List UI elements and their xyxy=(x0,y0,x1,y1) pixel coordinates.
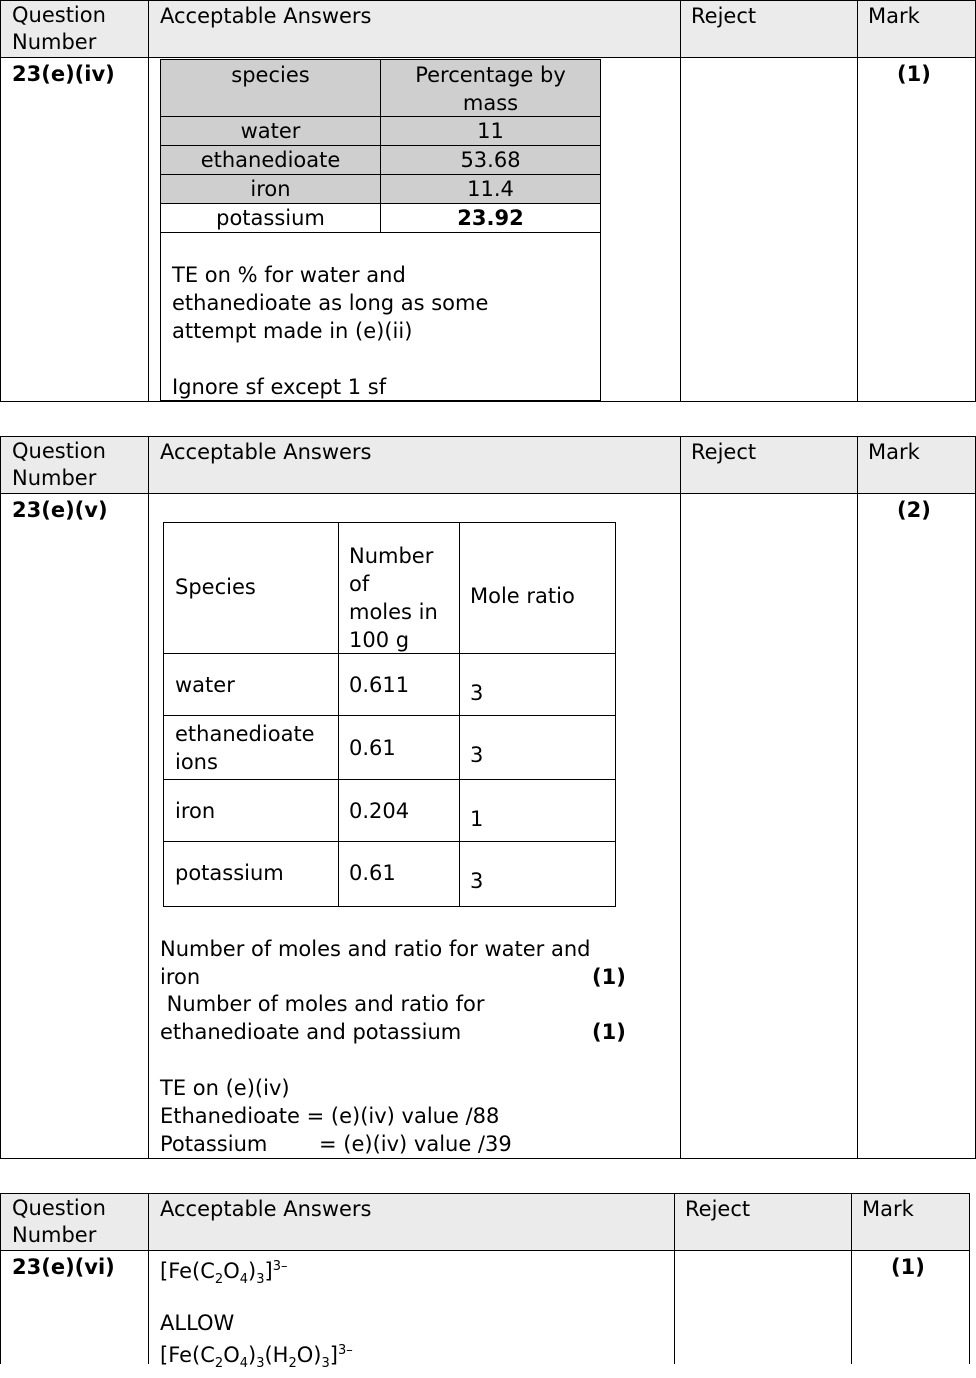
marking-point-1: Number of moles and ratio for water and xyxy=(160,937,591,961)
formula-part: ) xyxy=(248,1343,257,1367)
marking-point-1-cont: iron xyxy=(160,965,201,989)
species-cell: ethanedioate xyxy=(200,148,341,172)
reject-cell xyxy=(680,493,858,1159)
formula-part: O xyxy=(223,1343,240,1367)
table-row-value xyxy=(380,145,601,175)
mark-scheme-block-1 xyxy=(0,0,976,402)
table-row-value xyxy=(380,203,601,233)
te-potassium-label: Potassium xyxy=(160,1132,268,1156)
question-number-cell xyxy=(0,1250,149,1364)
ratio-cell: 3 xyxy=(470,869,484,893)
reject-cell xyxy=(674,1250,852,1364)
header-question-number-label: Question Number xyxy=(12,439,106,490)
table-row xyxy=(163,653,339,716)
header-mark-label: Mark xyxy=(862,1197,914,1221)
formula-part: ] xyxy=(329,1343,338,1367)
answer-cell xyxy=(148,493,681,1159)
formula-charge: 3– xyxy=(337,1343,353,1358)
table-row-moles xyxy=(338,653,460,716)
answer-cell xyxy=(148,57,681,402)
header-acceptable-answers xyxy=(148,0,681,58)
header-reject-label: Reject xyxy=(685,1197,751,1221)
allow-label: ALLOW xyxy=(160,1311,235,1335)
table-row xyxy=(163,779,339,842)
percentage-cell: 11 xyxy=(477,119,504,143)
formula-sub: 4 xyxy=(239,1356,248,1372)
table-row-moles xyxy=(338,841,460,907)
answer-cell xyxy=(148,1250,675,1372)
table-row xyxy=(163,715,339,780)
te-potassium-value: = (e)(iv) value /39 xyxy=(319,1132,512,1156)
mark-value: (2) xyxy=(897,498,931,522)
formula-part: O xyxy=(223,1259,240,1283)
table-row-ratio xyxy=(459,779,616,842)
formula-sub: 3 xyxy=(321,1356,330,1372)
mark-scheme-block-2 xyxy=(0,436,976,1159)
header-question-number xyxy=(0,436,149,494)
formula-part: (H xyxy=(264,1343,289,1367)
header-acceptable-answers xyxy=(148,436,681,494)
percentage-cell: 53.68 xyxy=(460,148,521,172)
formula-sub: 2 xyxy=(214,1272,224,1288)
moles-cell: 0.611 xyxy=(349,673,410,697)
header-acceptable-answers-label: Acceptable Answers xyxy=(160,440,372,464)
table-header-ratio-label: Mole ratio xyxy=(470,584,575,608)
ratio-cell: 3 xyxy=(470,743,484,767)
marking-point-2-mark: (1) xyxy=(592,1020,626,1044)
species-cell: water xyxy=(175,673,235,697)
te-note: TE on % for water and ethanedioate as long as some attempt made in (e)(ii) xyxy=(172,263,489,343)
moles-cell: 0.204 xyxy=(349,799,410,823)
mark-cell xyxy=(851,1250,970,1364)
table-header-species-label: species xyxy=(231,63,310,87)
question-number: 23(e)(iv) xyxy=(12,62,115,86)
table-row-value xyxy=(380,116,601,146)
header-mark-label: Mark xyxy=(868,440,920,464)
table-header-moles xyxy=(338,522,460,654)
formula-sub: 3 xyxy=(256,1356,265,1372)
table-row-moles xyxy=(338,715,460,780)
header-mark xyxy=(851,1193,970,1251)
ratio-cell: 3 xyxy=(470,681,484,705)
table-row xyxy=(160,174,381,204)
question-number: 23(e)(vi) xyxy=(12,1255,115,1279)
formula-alternative xyxy=(160,1337,353,1378)
marking-point-1-mark: (1) xyxy=(592,965,626,989)
header-question-number xyxy=(0,0,149,58)
table-header-species-label: Species xyxy=(175,575,256,599)
species-cell: iron xyxy=(175,799,216,823)
mark-value: (1) xyxy=(891,1255,925,1279)
table-header-species xyxy=(160,59,381,117)
formula-part: ) xyxy=(248,1259,257,1283)
header-question-number-label: Question Number xyxy=(12,1196,106,1247)
header-mark xyxy=(857,436,976,494)
formula-part: [Fe(C xyxy=(160,1343,215,1367)
formula-sub: 2 xyxy=(214,1356,224,1372)
notes-box xyxy=(160,232,601,401)
formula-part: O) xyxy=(296,1343,322,1367)
species-cell: iron xyxy=(250,177,291,201)
header-acceptable-answers-label: Acceptable Answers xyxy=(160,1197,372,1221)
table-row-ratio xyxy=(459,715,616,780)
question-number-cell xyxy=(0,57,149,402)
formula-part: ] xyxy=(264,1259,273,1283)
table-row-moles xyxy=(338,779,460,842)
table-header-percentage xyxy=(380,59,601,117)
formula-charge: 3– xyxy=(272,1259,288,1274)
percentage-cell: 23.92 xyxy=(457,206,524,230)
reject-cell xyxy=(680,57,858,402)
te-ethanedioate: Ethanedioate = (e)(iv) value /88 xyxy=(160,1104,500,1128)
mark-scheme-block-3 xyxy=(0,1193,970,1372)
header-reject xyxy=(680,0,858,58)
header-question-number xyxy=(0,1193,149,1251)
sf-note: Ignore sf except 1 sf xyxy=(172,375,387,399)
mark-cell xyxy=(857,57,976,402)
table-header-species xyxy=(163,522,339,654)
species-cell: potassium xyxy=(216,206,325,230)
marking-point-2-cont: ethanedioate and potassium xyxy=(160,1020,462,1044)
species-cell: water xyxy=(240,119,301,143)
question-number-cell xyxy=(0,493,149,1159)
species-cell: potassium xyxy=(175,861,284,885)
moles-cell: 0.61 xyxy=(349,736,396,760)
table-row-ratio xyxy=(459,841,616,907)
header-acceptable-answers-label: Acceptable Answers xyxy=(160,4,372,28)
mark-cell xyxy=(857,493,976,1159)
header-reject xyxy=(674,1193,852,1251)
te-note: TE on (e)(iv) xyxy=(160,1076,290,1100)
species-cell: ethanedioate ions xyxy=(175,722,315,774)
ratio-cell: 1 xyxy=(470,807,484,831)
header-mark xyxy=(857,0,976,58)
formula-sub: 4 xyxy=(239,1272,248,1288)
header-question-number-label: Question Number xyxy=(12,3,106,54)
formula-sub: 3 xyxy=(256,1272,265,1288)
table-header-percentage-label: Percentage by mass xyxy=(415,63,566,115)
formula-sub: 2 xyxy=(288,1356,297,1372)
table-row-ratio xyxy=(459,653,616,716)
question-number: 23(e)(v) xyxy=(12,498,108,522)
table-row xyxy=(160,145,381,175)
header-acceptable-answers xyxy=(148,1193,675,1251)
percentage-cell: 11.4 xyxy=(467,177,514,201)
table-header-moles-label: Number of moles in 100 g xyxy=(349,544,438,652)
table-row xyxy=(160,203,381,233)
header-reject-label: Reject xyxy=(691,4,757,28)
table-row xyxy=(160,116,381,146)
marking-point-2: Number of moles and ratio for xyxy=(160,992,485,1016)
formula-primary xyxy=(160,1253,287,1294)
formula-part: [Fe(C xyxy=(160,1259,215,1283)
table-header-ratio xyxy=(459,522,616,654)
header-reject xyxy=(680,436,858,494)
header-mark-label: Mark xyxy=(868,4,920,28)
table-row xyxy=(163,841,339,907)
header-reject-label: Reject xyxy=(691,440,757,464)
table-row-value xyxy=(380,174,601,204)
mark-value: (1) xyxy=(897,62,931,86)
moles-cell: 0.61 xyxy=(349,861,396,885)
